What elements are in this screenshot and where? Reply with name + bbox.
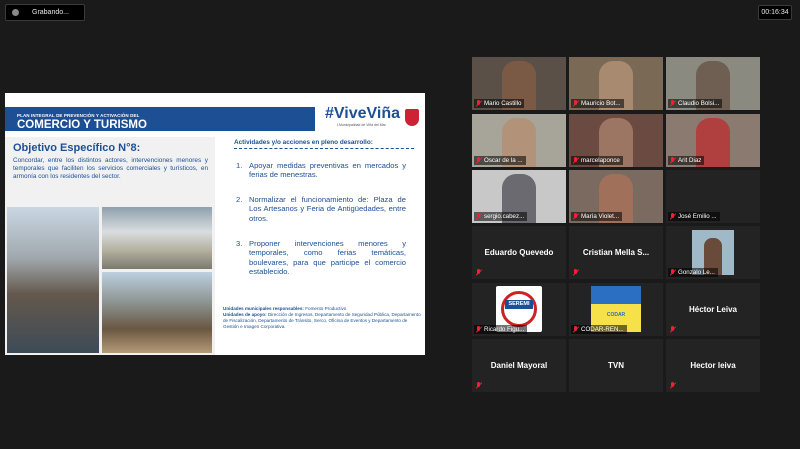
participant-name: María Violet...	[581, 213, 620, 220]
participant-display-name: Hector leiva	[690, 361, 736, 370]
participant-tile[interactable]	[569, 57, 663, 110]
participant-name: CODAR-REN...	[581, 326, 624, 333]
actions-panel	[220, 137, 425, 355]
participant-name: Claudio Bolsi...	[678, 100, 720, 107]
muted-mic-icon	[475, 382, 482, 389]
muted-mic-icon	[669, 269, 676, 276]
action-item: 2. Normalizar el funcionamiento de: Plaza de Los Artesanos y Feria de Antigüedades, entre otros.	[236, 195, 406, 223]
slide-header-title: COMERCIO Y TURISMO	[17, 119, 147, 131]
participant-display-name: Héctor Leiva	[688, 305, 738, 314]
participant-display-name: Eduardo Quevedo	[484, 248, 554, 257]
muted-mic-icon	[669, 100, 676, 107]
participant-tile[interactable]	[666, 283, 760, 336]
recording-indicator[interactable]	[5, 4, 85, 21]
slide-header-bar	[5, 107, 315, 131]
participant-tile[interactable]	[569, 226, 663, 279]
market-photo-3	[102, 272, 212, 353]
actions-divider	[234, 148, 414, 149]
participant-name: Gonzalo Le...	[678, 269, 715, 276]
vive-vina-logo	[323, 105, 423, 131]
logo-text: #ViveViña	[325, 105, 401, 122]
participant-tile[interactable]	[569, 170, 663, 223]
participant-tile[interactable]	[472, 114, 566, 167]
slide-header-subtitle: PLAN INTEGRAL DE PREVENCIÓN Y ACTIVACIÓN DEL	[17, 113, 140, 118]
muted-mic-icon	[475, 269, 482, 276]
participant-display-name: Cristian Mella S...	[582, 248, 650, 257]
participant-name: José Emilio ...	[678, 213, 717, 220]
muted-mic-icon	[572, 100, 579, 107]
participant-tile[interactable]	[666, 114, 760, 167]
participant-tile[interactable]	[472, 283, 566, 336]
municipal-shield-icon	[405, 109, 419, 126]
participant-tile[interactable]	[666, 57, 760, 110]
market-photo-2	[102, 207, 212, 269]
muted-mic-icon	[572, 269, 579, 276]
participant-display-name: Daniel Mayoral	[490, 361, 548, 370]
participant-tile[interactable]	[666, 170, 760, 223]
muted-mic-icon	[669, 213, 676, 220]
muted-mic-icon	[669, 382, 676, 389]
participant-tile[interactable]	[569, 114, 663, 167]
participant-name: Mauricio Bot...	[581, 100, 621, 107]
shared-screen-slide	[5, 93, 425, 355]
participant-tile[interactable]	[666, 339, 760, 392]
participant-tile[interactable]	[666, 226, 760, 279]
actions-title: Actividades y/o acciones en pleno desarrollo:	[234, 139, 373, 146]
responsible-units: Unidades municipales responsables: Fomento Productivo Unidades de apoyo: Dirección de Ingresos, Departamento de Seguridad Pública, Departamento de Fiscalización, Departamento de Tránsito, Serco, Oficina de Eventos y Departamento de Gestión e Imagen Corporativa.	[223, 306, 421, 329]
participant-name: marcelaponce	[581, 157, 620, 164]
participant-display-name: TVN	[608, 361, 624, 370]
objective-title: Objetivo Específico N°8:	[13, 142, 141, 154]
objective-panel	[5, 137, 215, 355]
seremi-logo-text: SEREMI	[508, 301, 530, 307]
participant-tile[interactable]	[472, 339, 566, 392]
action-item: 3. Proponer intervenciones menores y temporales, como ferias temáticas, boulevares, para que participe el comercio establecido.	[236, 239, 406, 277]
slide-header	[5, 103, 425, 131]
meeting-timer: 00:16:34	[758, 5, 792, 20]
muted-mic-icon	[669, 326, 676, 333]
participant-tile[interactable]	[472, 170, 566, 223]
participant-tile[interactable]	[472, 57, 566, 110]
participant-name: Mario Castillo	[484, 100, 522, 107]
recording-label: Grabando...	[32, 9, 69, 16]
muted-mic-icon	[572, 326, 579, 333]
muted-mic-icon	[475, 213, 482, 220]
participant-name: Arit Diaz	[678, 157, 702, 164]
codar-logo-text: CODAR	[606, 312, 626, 318]
muted-mic-icon	[475, 100, 482, 107]
muted-mic-icon	[475, 326, 482, 333]
participant-tile[interactable]	[569, 283, 663, 336]
participant-name: Ricardo Figu...	[484, 326, 525, 333]
market-photo-1	[7, 207, 99, 353]
record-icon	[12, 9, 19, 16]
muted-mic-icon	[475, 157, 482, 164]
muted-mic-icon	[572, 157, 579, 164]
muted-mic-icon	[572, 213, 579, 220]
participant-tile[interactable]	[472, 226, 566, 279]
logo-subtext: I.Municipalidad de Viña del Mar	[337, 123, 386, 127]
participant-name: sergio.cabez...	[484, 213, 525, 220]
objective-body: Concordar, entre los distintos actores, intervenciones menores y temporales que faciliten los servicios comerciales y turísticos, en armonía con los residentes del sector.	[13, 157, 208, 180]
action-item: 1. Apoyar medidas preventivas en mercados y ferias de menestras.	[236, 161, 406, 180]
participant-name: Oscar de la ...	[484, 157, 523, 164]
participant-tile[interactable]	[569, 339, 663, 392]
muted-mic-icon	[669, 157, 676, 164]
